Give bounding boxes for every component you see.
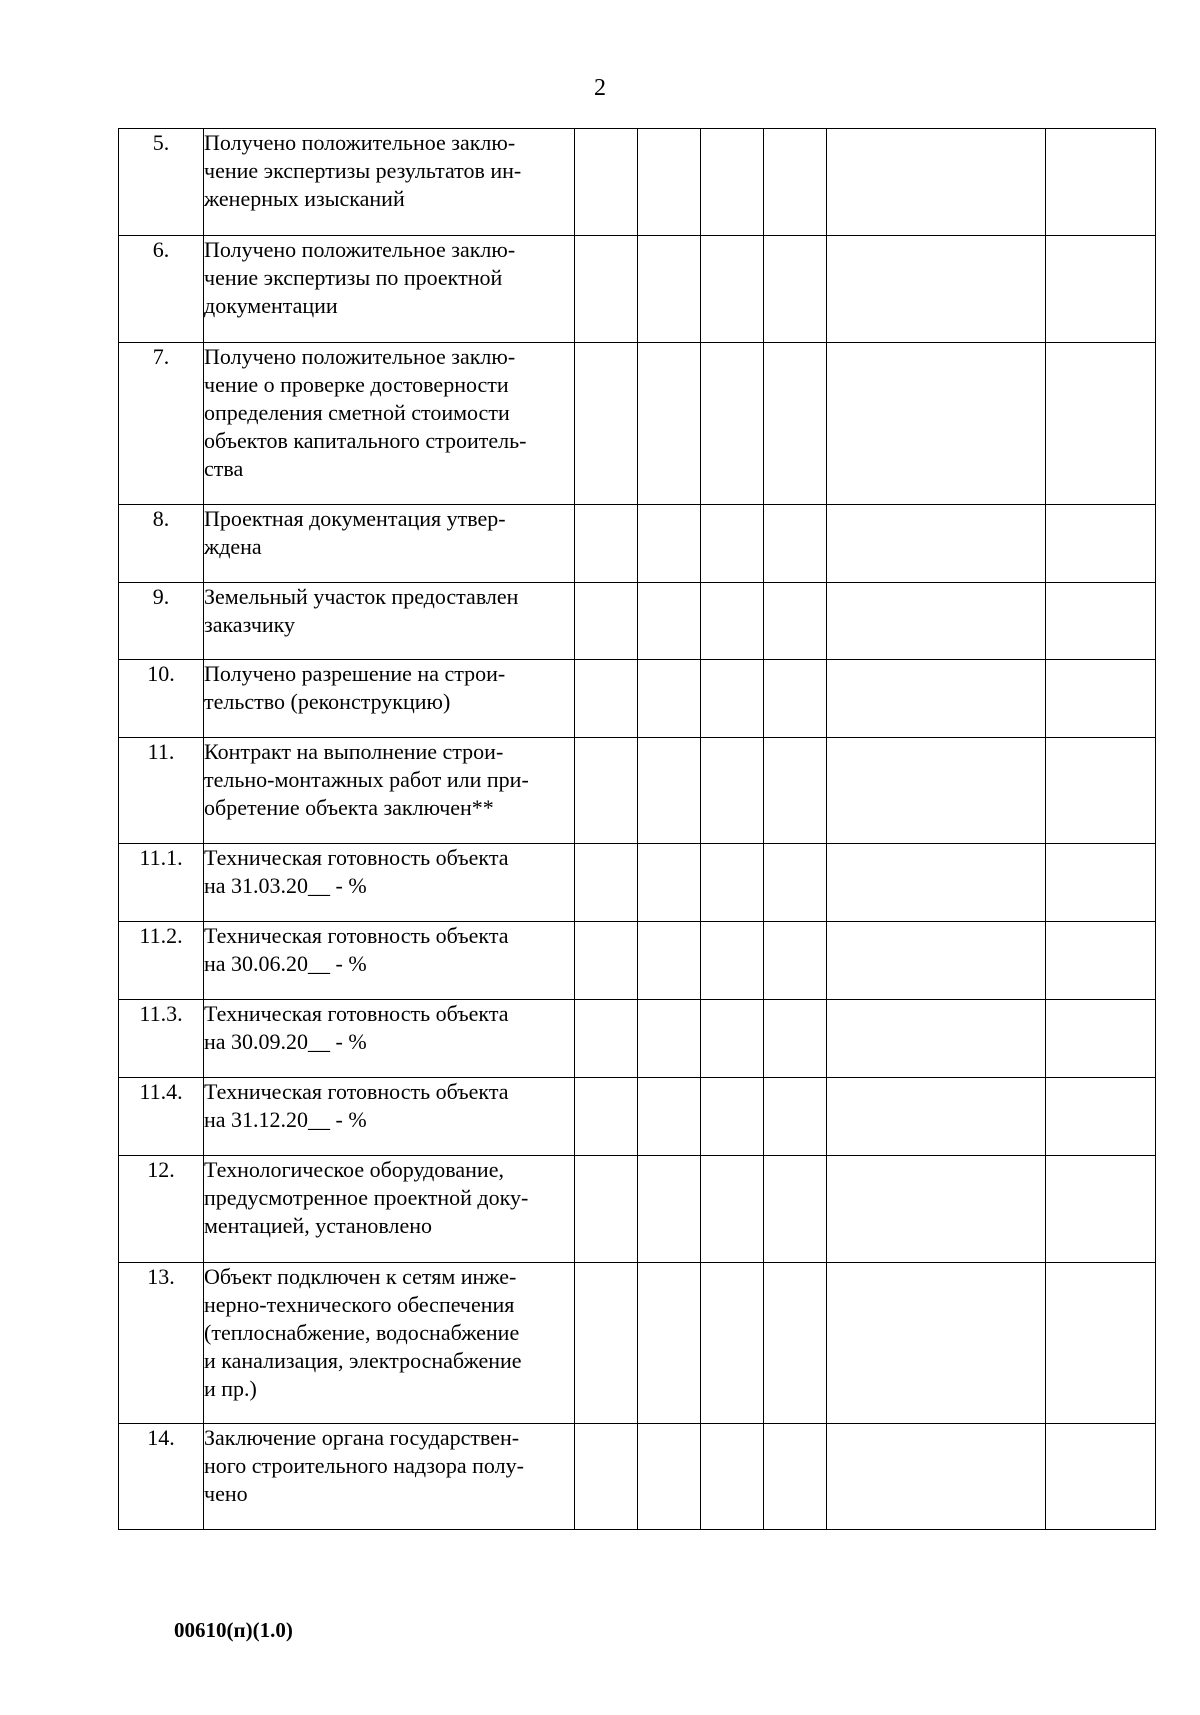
blank-cell <box>827 505 1046 583</box>
row-description: Проектная документация утвер- ждена <box>204 505 575 583</box>
blank-cell <box>764 1000 827 1078</box>
blank-cell <box>638 1156 701 1263</box>
row-number: 11.3. <box>119 1000 204 1078</box>
row-description: Технологическое оборудование, предусмотренное проектной доку- ментацией, установлено <box>204 1156 575 1263</box>
blank-cell <box>575 236 638 343</box>
blank-cell <box>575 1078 638 1156</box>
row-description: Получено разрешение на строи- тельство (реконструкцию) <box>204 660 575 738</box>
blank-cell <box>827 1156 1046 1263</box>
blank-cell <box>638 1263 701 1424</box>
blank-cell <box>701 1263 764 1424</box>
blank-cell <box>701 1156 764 1263</box>
row-number: 8. <box>119 505 204 583</box>
blank-cell <box>1046 1263 1156 1424</box>
table-row <box>119 1156 1156 1263</box>
blank-cell <box>764 1156 827 1263</box>
blank-cell <box>575 1000 638 1078</box>
blank-cell <box>764 1078 827 1156</box>
blank-cell <box>764 660 827 738</box>
blank-cell <box>638 922 701 1000</box>
row-number: 11.4. <box>119 1078 204 1156</box>
row-description: Земельный участок предоставлен заказчику <box>204 583 575 660</box>
blank-cell <box>764 1424 827 1530</box>
blank-cell <box>827 236 1046 343</box>
blank-cell <box>764 129 827 236</box>
blank-cell <box>1046 922 1156 1000</box>
row-number: 11.2. <box>119 922 204 1000</box>
row-number: 14. <box>119 1424 204 1530</box>
blank-cell <box>701 343 764 505</box>
blank-cell <box>701 1078 764 1156</box>
row-number: 5. <box>119 129 204 236</box>
table-row <box>119 922 1156 1000</box>
blank-cell <box>575 129 638 236</box>
blank-cell <box>1046 844 1156 922</box>
blank-cell <box>701 844 764 922</box>
form-code: 00610(п)(1.0) <box>174 1618 293 1642</box>
row-number: 10. <box>119 660 204 738</box>
blank-cell <box>638 343 701 505</box>
blank-cell <box>827 129 1046 236</box>
blank-cell <box>701 236 764 343</box>
blank-cell <box>827 660 1046 738</box>
blank-cell <box>575 343 638 505</box>
blank-cell <box>1046 738 1156 844</box>
row-description: Получено положительное заклю- чение экспертизы результатов ин- женерных изысканий <box>204 129 575 236</box>
row-description: Контракт на выполнение строи- тельно-монтажных работ или при- обретение объекта заключен** <box>204 738 575 844</box>
row-description: Заключение органа государствен- ного строительного надзора полу- чено <box>204 1424 575 1530</box>
blank-cell <box>638 129 701 236</box>
blank-cell <box>1046 1424 1156 1530</box>
blank-cell <box>764 505 827 583</box>
blank-cell <box>575 844 638 922</box>
checklist-table <box>118 128 1156 1530</box>
row-description: Техническая готовность объекта на 31.12.20__ - % <box>204 1078 575 1156</box>
table-row <box>119 844 1156 922</box>
row-number: 12. <box>119 1156 204 1263</box>
blank-cell <box>701 738 764 844</box>
blank-cell <box>638 660 701 738</box>
blank-cell <box>638 1000 701 1078</box>
blank-cell <box>764 583 827 660</box>
blank-cell <box>1046 1078 1156 1156</box>
blank-cell <box>575 1424 638 1530</box>
blank-cell <box>827 844 1046 922</box>
table-row <box>119 738 1156 844</box>
blank-cell <box>764 236 827 343</box>
blank-cell <box>1046 343 1156 505</box>
row-number: 11.1. <box>119 844 204 922</box>
row-number: 7. <box>119 343 204 505</box>
table-row <box>119 129 1156 236</box>
table-row <box>119 1263 1156 1424</box>
table-row <box>119 236 1156 343</box>
table-row <box>119 505 1156 583</box>
table-row <box>119 583 1156 660</box>
blank-cell <box>1046 1156 1156 1263</box>
table-row <box>119 660 1156 738</box>
blank-cell <box>575 738 638 844</box>
blank-cell <box>1046 660 1156 738</box>
blank-cell <box>1046 129 1156 236</box>
row-description: Техническая готовность объекта на 30.06.20__ - % <box>204 922 575 1000</box>
page-number: 2 <box>594 75 606 101</box>
row-number: 6. <box>119 236 204 343</box>
blank-cell <box>1046 505 1156 583</box>
blank-cell <box>701 583 764 660</box>
blank-cell <box>638 1424 701 1530</box>
blank-cell <box>764 343 827 505</box>
row-number: 9. <box>119 583 204 660</box>
blank-cell <box>701 922 764 1000</box>
row-number: 11. <box>119 738 204 844</box>
blank-cell <box>764 738 827 844</box>
blank-cell <box>764 1263 827 1424</box>
row-number: 13. <box>119 1263 204 1424</box>
blank-cell <box>575 660 638 738</box>
blank-cell <box>638 738 701 844</box>
blank-cell <box>701 129 764 236</box>
blank-cell <box>827 343 1046 505</box>
blank-cell <box>1046 583 1156 660</box>
row-description: Техническая готовность объекта на 31.03.20__ - % <box>204 844 575 922</box>
blank-cell <box>827 583 1046 660</box>
blank-cell <box>575 583 638 660</box>
blank-cell <box>701 505 764 583</box>
blank-cell <box>575 1263 638 1424</box>
blank-cell <box>638 583 701 660</box>
blank-cell <box>638 1078 701 1156</box>
blank-cell <box>701 660 764 738</box>
row-description: Техническая готовность объекта на 30.09.20__ - % <box>204 1000 575 1078</box>
blank-cell <box>1046 1000 1156 1078</box>
blank-cell <box>575 1156 638 1263</box>
blank-cell <box>764 922 827 1000</box>
blank-cell <box>575 505 638 583</box>
blank-cell <box>764 844 827 922</box>
row-description: Объект подключен к сетям инже- нерно-технического обеспечения (теплоснабжение, водоснабжение и канализация, электроснабжение и пр.) <box>204 1263 575 1424</box>
blank-cell <box>638 236 701 343</box>
blank-cell <box>638 505 701 583</box>
blank-cell <box>701 1000 764 1078</box>
table-row <box>119 1424 1156 1530</box>
table-row <box>119 1078 1156 1156</box>
table-row <box>119 343 1156 505</box>
blank-cell <box>701 1424 764 1530</box>
blank-cell <box>827 922 1046 1000</box>
blank-cell <box>575 922 638 1000</box>
table-row <box>119 1000 1156 1078</box>
blank-cell <box>1046 236 1156 343</box>
blank-cell <box>827 1078 1046 1156</box>
row-description: Получено положительное заклю- чение экспертизы по проектной документации <box>204 236 575 343</box>
blank-cell <box>827 738 1046 844</box>
blank-cell <box>827 1424 1046 1530</box>
blank-cell <box>827 1263 1046 1424</box>
blank-cell <box>827 1000 1046 1078</box>
blank-cell <box>638 844 701 922</box>
row-description: Получено положительное заклю- чение о проверке достоверности определения сметной стоимости объектов капитального строитель- ства <box>204 343 575 505</box>
